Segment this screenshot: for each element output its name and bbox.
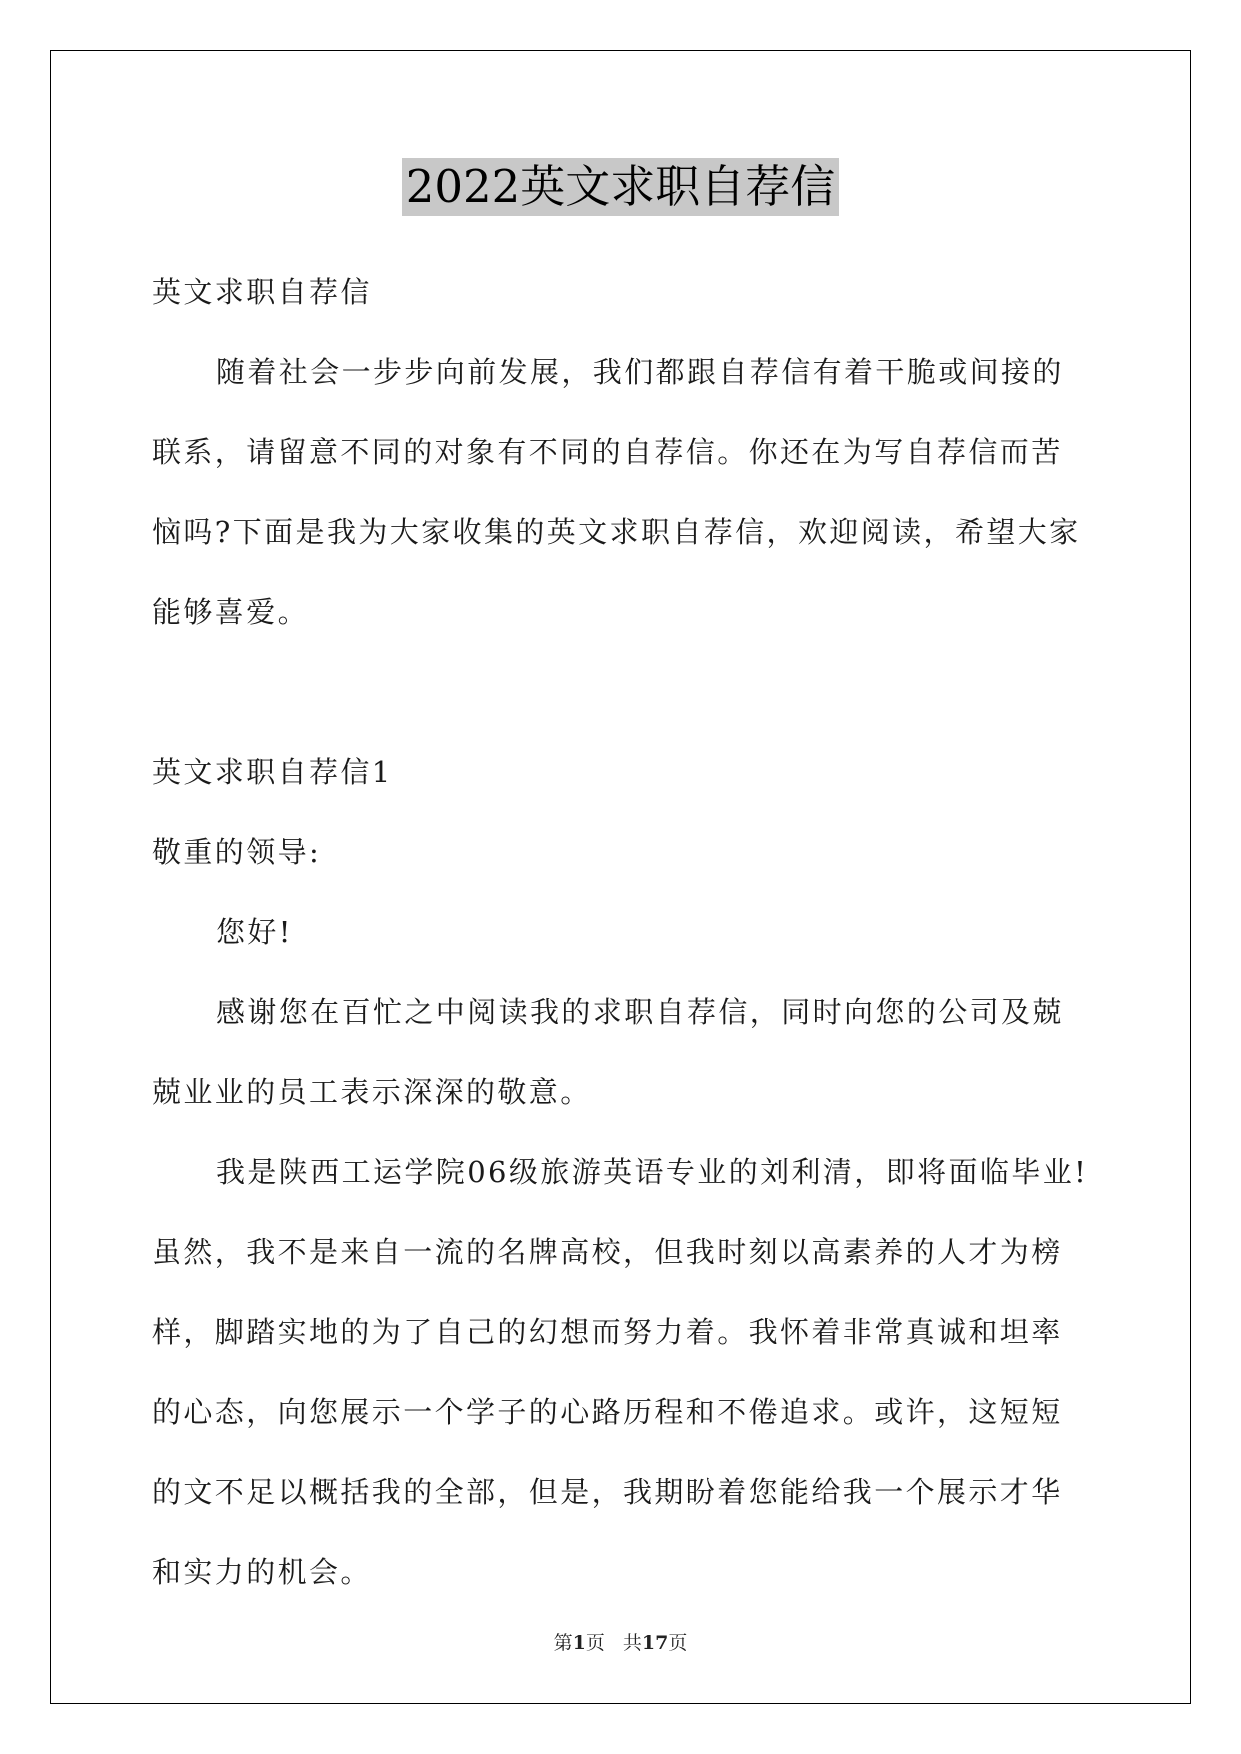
total-suffix: 页	[668, 1632, 688, 1654]
page-current: 1	[572, 1632, 586, 1654]
document-body	[152, 252, 1092, 1612]
spacer	[152, 652, 1092, 732]
letter-heading: 英文求职自荐信1	[152, 755, 393, 789]
page-suffix: 页	[585, 1632, 605, 1654]
page-footer	[0, 1628, 1241, 1655]
greeting: 您好!	[216, 915, 293, 949]
page-total: 17	[641, 1632, 669, 1654]
section-heading: 英文求职自荐信	[152, 275, 372, 309]
page-prefix: 第	[553, 1632, 573, 1654]
thanks-paragraph: 感谢您在百忙之中阅读我的求职自荐信，同时向您的公司及兢兢业业的员工表示深深的敬意。	[152, 995, 1064, 1109]
title-container	[0, 158, 1241, 216]
self-intro-paragraph: 我是陕西工运学院06级旅游英语专业的刘利清，即将面临毕业!虽然，我不是来自一流的名牌高校，但我时刻以高素养的人才为榜样，脚踏实地的为了自己的幻想而努力着。我怀着非常真诚和坦率的心态，向您展示一个学子的心路历程和不倦追求。或许，这短短的文不足以概括我的全部，但是，我期盼着您能给我一个展示才华和实力的机会。	[152, 1155, 1089, 1589]
intro-paragraph: 随着社会一步步向前发展，我们都跟自荐信有着干脆或间接的联系，请留意不同的对象有不同的自荐信。你还在为写自荐信而苦恼吗?下面是我为大家收集的英文求职自荐信，欢迎阅读，希望大家能够喜爱。	[152, 355, 1081, 629]
salutation: 敬重的领导:	[152, 835, 322, 869]
document-title: 2022英文求职自荐信	[402, 158, 840, 216]
total-prefix: 共	[622, 1632, 642, 1654]
